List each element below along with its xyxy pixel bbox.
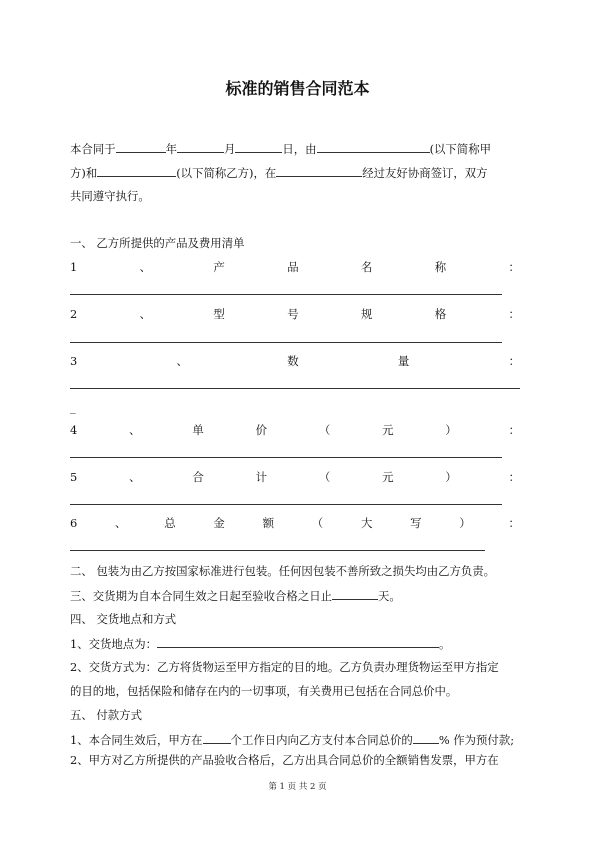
item-text: ） [445, 423, 457, 437]
item-text: 大 [360, 516, 373, 530]
percent-blank[interactable] [413, 732, 439, 744]
item-text: 量 [397, 354, 410, 368]
intro-text: 月 [223, 142, 236, 156]
item-number: 6 [70, 516, 78, 530]
delivery-location-text: 。 [438, 637, 451, 651]
item-3-quantity [70, 354, 520, 368]
item-text: 格 [434, 307, 447, 321]
section-5-heading: 五、 付款方式 [70, 708, 142, 722]
model-spec-blank[interactable] [70, 342, 502, 343]
section-1-heading: 一、 乙方所提供的产品及费用清单 [70, 236, 245, 250]
item-text: 计 [255, 470, 267, 484]
item-text: 号 [287, 307, 299, 321]
party-b-blank[interactable] [97, 165, 176, 177]
item-number: 4 [70, 423, 78, 437]
item-text: 型 [213, 307, 225, 321]
item-text: ： [508, 260, 520, 274]
item-text: 规 [360, 307, 373, 321]
item-text: 单 [192, 423, 204, 437]
item-text: 元 [382, 470, 394, 484]
item-text: ： [508, 516, 520, 530]
item-text: 、 [129, 423, 141, 437]
item-text: 数 [287, 354, 299, 368]
payment-item-2: 2、甲方对乙方所提供的产品验收合格后，乙方出具合同总价的全额销售发票，甲方在 [70, 753, 499, 767]
item-number: 3 [70, 354, 78, 368]
payment-item-1 [70, 732, 514, 747]
intro-text: 方)和 [70, 166, 98, 180]
section-2-packaging: 二、 包装为由乙方按国家标准进行包装。任何因包装不善所致之损失均由乙方负责。 [70, 564, 496, 578]
intro-text: 经过友好协商签订，双方 [362, 166, 488, 180]
year-blank[interactable] [116, 141, 166, 153]
item-text: 合 [192, 470, 204, 484]
item-text: 、 [115, 516, 127, 530]
item-text: ： [508, 423, 520, 437]
unit-price-blank[interactable] [70, 457, 502, 458]
delivery-location [70, 636, 450, 651]
payment-text: 1、本合同生效后，甲方在 [70, 733, 203, 747]
delivery-location-blank[interactable] [157, 636, 439, 648]
payment-text: % 作为预付款; [438, 733, 515, 747]
section-4-heading: 四、 交货地点和方式 [70, 612, 177, 626]
item-text: ： [508, 470, 520, 484]
workdays-blank[interactable] [203, 732, 231, 744]
item-number: 1 [70, 260, 78, 274]
item-number: 2 [70, 307, 78, 321]
amount-words-blank[interactable] [70, 550, 485, 551]
item-text: 写 [410, 516, 422, 530]
section-3-delivery-period [70, 588, 401, 603]
intro-text: 本合同于 [70, 142, 116, 156]
intro-text: (以下简称乙方)，在 [176, 166, 277, 180]
day-blank[interactable] [235, 141, 282, 153]
item-text: ） [459, 516, 471, 530]
item-text: （ [318, 470, 331, 484]
section-3-text: 三、交货期为自本合同生效之日起至验收合格之日止 [70, 589, 332, 603]
days-blank[interactable] [332, 588, 378, 600]
intro-text: 年 [165, 142, 177, 156]
item-text: 、 [139, 260, 152, 274]
item-text: 金 [213, 516, 225, 530]
section-3-text: 天。 [378, 589, 401, 603]
item-text: 、 [139, 307, 152, 321]
party-a-blank[interactable] [317, 141, 430, 153]
item-1-product-name [70, 260, 520, 274]
item-text: ： [508, 307, 520, 321]
item-text: 产 [213, 260, 225, 274]
item-text: ） [445, 470, 457, 484]
item-text: 、 [129, 470, 141, 484]
delivery-location-label: 1、交货地点为： [70, 637, 157, 651]
item-6-total-amount-words [70, 516, 520, 530]
item-text: （ [311, 516, 324, 530]
document-title: 标准的销售合同范本 [225, 79, 370, 98]
intro-text: (以下简称甲 [429, 142, 491, 156]
quantity-blank-overflow: _ [70, 400, 76, 414]
item-text: （ [318, 423, 331, 437]
payment-text: 个工作日内向乙方支付本合同总价的 [230, 733, 413, 747]
intro-line-1 [70, 141, 491, 156]
item-5-total [70, 470, 520, 484]
place-blank[interactable] [276, 165, 362, 177]
delivery-method-line-1: 2、交货方式为：乙方将货物运至甲方指定的目的地。乙方负责办理货物运至甲方指定 [70, 660, 499, 674]
item-text: 称 [434, 260, 447, 274]
product-name-blank[interactable] [70, 294, 502, 295]
intro-line-3: 共同遵守执行。 [70, 189, 150, 203]
month-blank[interactable] [177, 141, 224, 153]
page-number-footer: 第 1 页 共 2 页 [268, 782, 327, 792]
item-text: 品 [287, 260, 299, 274]
total-blank[interactable] [70, 504, 502, 505]
item-4-unit-price [70, 423, 520, 437]
item-text: 、 [176, 354, 188, 368]
intro-text: 日，由 [282, 142, 317, 156]
item-text: 元 [382, 423, 394, 437]
delivery-method-line-2: 的目的地，包括保险和储存在内的一切事项，有关费用已包括在合同总价中。 [70, 684, 458, 698]
item-text: ： [508, 354, 520, 368]
item-text: 总 [164, 516, 176, 530]
item-2-model-spec [70, 307, 520, 321]
quantity-blank[interactable] [70, 388, 520, 389]
item-text: 价 [255, 423, 267, 437]
item-number: 5 [70, 470, 78, 484]
item-text: 名 [360, 260, 373, 274]
intro-line-2 [70, 165, 488, 180]
item-text: 额 [262, 516, 274, 530]
